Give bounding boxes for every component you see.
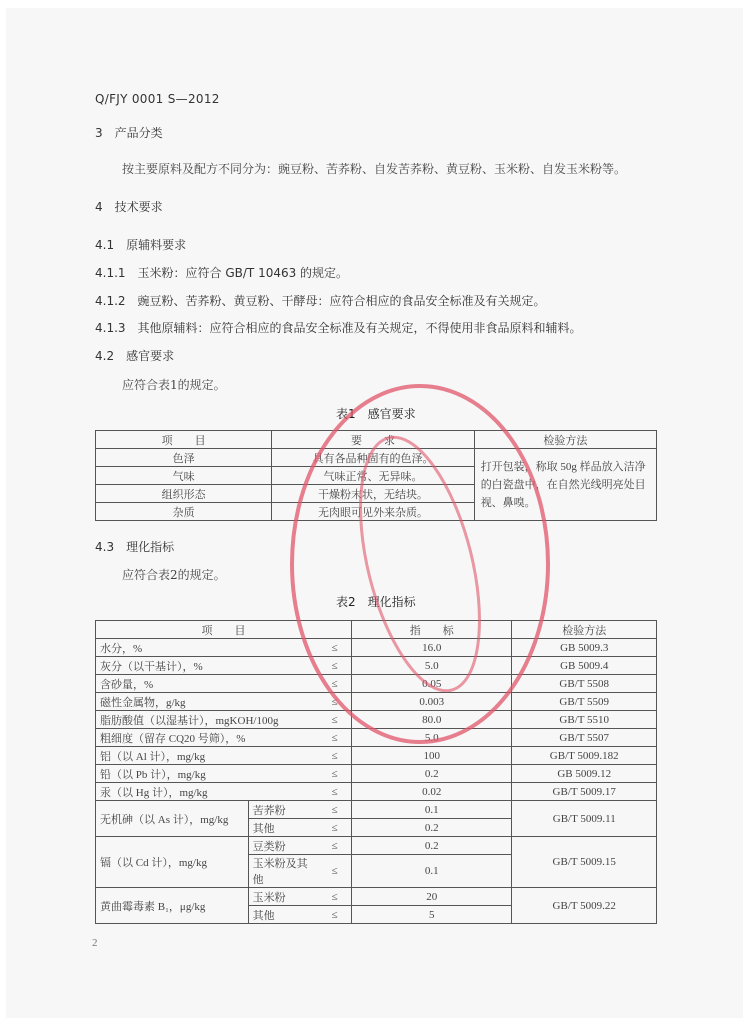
table-cell: 组织形态 xyxy=(96,485,272,503)
table-cell: 5.0 xyxy=(352,729,512,747)
physicochemical-table xyxy=(95,620,657,924)
table-cell: 5.0 xyxy=(352,657,512,675)
table-cell: 苦荞粉 xyxy=(248,801,318,819)
table-cell: 汞（以 Hg 计），mg/kg xyxy=(96,783,319,801)
table-cell: GB 5009.12 xyxy=(512,765,657,783)
table-cell: 无机砷（以 As 计），mg/kg xyxy=(96,801,249,837)
table-cell: 80.0 xyxy=(352,711,512,729)
table-1-header-method: 检验方法 xyxy=(474,431,656,449)
table-cell: ≤ xyxy=(318,657,351,675)
table-cell: 其他 xyxy=(248,819,318,837)
table-cell: GB/T 5009.17 xyxy=(512,783,657,801)
table-cell: ≤ xyxy=(318,855,351,888)
table-cell: 豆类粉 xyxy=(248,837,318,855)
table-cell: 0.2 xyxy=(352,837,512,855)
table-row xyxy=(96,657,657,675)
table-cell: ≤ xyxy=(318,888,351,906)
table-cell: ≤ xyxy=(318,729,351,747)
table-cell: 0.2 xyxy=(352,819,512,837)
table-cell: 20 xyxy=(352,888,512,906)
table-cell: 镉（以 Cd 计），mg/kg xyxy=(96,837,249,888)
table-cell: 含砂量，% xyxy=(96,675,319,693)
table-2-header-method: 检验方法 xyxy=(512,621,657,639)
table-cell: GB/T 5009.15 xyxy=(512,837,657,888)
table-cell: 无肉眼可见外来杂质。 xyxy=(272,503,474,521)
table-cell: 磁性金属物，g/kg xyxy=(96,693,319,711)
section-3-heading: 3 产品分类 xyxy=(95,126,163,140)
table-cell: ≤ xyxy=(318,765,351,783)
table-cell: ≤ xyxy=(318,801,351,819)
table-row xyxy=(96,729,657,747)
table-cell: GB 5009.3 xyxy=(512,639,657,657)
table-cell: 气味 xyxy=(96,467,272,485)
table-cell: 具有各品种固有的色泽。 xyxy=(272,449,474,467)
table-cell: 0.02 xyxy=(352,783,512,801)
table-cell: 0.1 xyxy=(352,801,512,819)
section-4-1-heading: 4.1 原辅料要求 xyxy=(95,238,187,252)
table-cell: 干燥粉末状，无结块。 xyxy=(272,485,474,503)
table-cell: 铅（以 Pb 计），mg/kg xyxy=(96,765,319,783)
table-cell: 0.2 xyxy=(352,765,512,783)
table-row xyxy=(96,747,657,765)
section-4-heading: 4 技术要求 xyxy=(95,200,163,214)
table-cell: ≤ xyxy=(318,693,351,711)
table-cell: GB/T 5507 xyxy=(512,729,657,747)
table-row xyxy=(96,675,657,693)
table-cell: 玉米粉 xyxy=(248,888,318,906)
table-cell: 5 xyxy=(352,906,512,924)
table-cell: ≤ xyxy=(318,783,351,801)
table-cell: 水分，% xyxy=(96,639,319,657)
table-row xyxy=(96,783,657,801)
table-cell: GB 5009.4 xyxy=(512,657,657,675)
table-cell: GB/T 5009.22 xyxy=(512,888,657,924)
table-cell: GB/T 5009.182 xyxy=(512,747,657,765)
section-4-3-text: 应符合表2的规定。 xyxy=(122,568,226,582)
table-cell: 杂质 xyxy=(96,503,272,521)
section-4-3-heading: 4.3 理化指标 xyxy=(95,540,175,554)
clause-4-1-2: 4.1.2 豌豆粉、苦荞粉、黄豆粉、干酵母：应符合相应的食品安全标准及有关规定。 xyxy=(95,294,546,308)
page-number: 2 xyxy=(92,937,98,949)
table-cell: ≤ xyxy=(318,837,351,855)
table-1-header-requirement: 要 求 xyxy=(272,431,474,449)
table-1-caption: 表1 感官要求 xyxy=(336,407,416,421)
table-row xyxy=(96,711,657,729)
table-cell: 铝（以 Al 计），mg/kg xyxy=(96,747,319,765)
table-cell: ≤ xyxy=(318,675,351,693)
table-cell: GB/T 5510 xyxy=(512,711,657,729)
table-cell: GB/T 5508 xyxy=(512,675,657,693)
table-cell: ≤ xyxy=(318,906,351,924)
table-cell: ≤ xyxy=(318,639,351,657)
table-cell: GB/T 5009.11 xyxy=(512,801,657,837)
table-cell: 气味正常、无异味。 xyxy=(272,467,474,485)
table-cell: ≤ xyxy=(318,711,351,729)
table-cell: 黄曲霉毒素 B₁，μg/kg xyxy=(96,888,249,924)
table-2-caption: 表2 理化指标 xyxy=(336,595,416,609)
table-2-header-item: 项 目 xyxy=(96,621,352,639)
table-cell: 玉米粉及其他 xyxy=(248,855,318,888)
table-cell: 0.003 xyxy=(352,693,512,711)
table-row xyxy=(96,765,657,783)
table-cell: 16.0 xyxy=(352,639,512,657)
table-cell: 粗细度（留存 CQ20 号筛），% xyxy=(96,729,319,747)
clause-4-1-1: 4.1.1 玉米粉：应符合 GB/T 10463 的规定。 xyxy=(95,266,349,280)
table-cell: 0.05 xyxy=(352,675,512,693)
section-3-text: 按主要原料及配方不同分为：豌豆粉、苦荞粉、自发苦荞粉、黄豆粉、玉米粉、自发玉米粉等。 xyxy=(122,162,627,176)
table-row xyxy=(96,693,657,711)
table-cell: 0.1 xyxy=(352,855,512,888)
table-cell: ≤ xyxy=(318,747,351,765)
table-1-header-item: 项 目 xyxy=(96,431,272,449)
table-cell: 脂肪酸值（以湿基计），mgKOH/100g xyxy=(96,711,319,729)
table-cell: 色泽 xyxy=(96,449,272,467)
standard-number: Q/FJY 0001 S—2012 xyxy=(95,92,220,106)
table-cell: ≤ xyxy=(318,819,351,837)
table-2-header-limit: 指 标 xyxy=(352,621,512,639)
table-cell: 其他 xyxy=(248,906,318,924)
section-4-2-text: 应符合表1的规定。 xyxy=(122,378,226,392)
clause-4-1-3: 4.1.3 其他原辅料：应符合相应的食品安全标准及有关规定，不得使用非食品原料和辅料。 xyxy=(95,321,582,335)
table-row xyxy=(96,639,657,657)
table-cell: GB/T 5509 xyxy=(512,693,657,711)
sensory-table xyxy=(95,430,657,521)
table-cell: 灰分（以干基计），% xyxy=(96,657,319,675)
section-4-2-heading: 4.2 感官要求 xyxy=(95,349,175,363)
table-1-method: 打开包装，称取 50g 样品放入洁净的白瓷盘中，在自然光线明亮处目视、鼻嗅。 xyxy=(474,449,656,521)
table-cell: 100 xyxy=(352,747,512,765)
